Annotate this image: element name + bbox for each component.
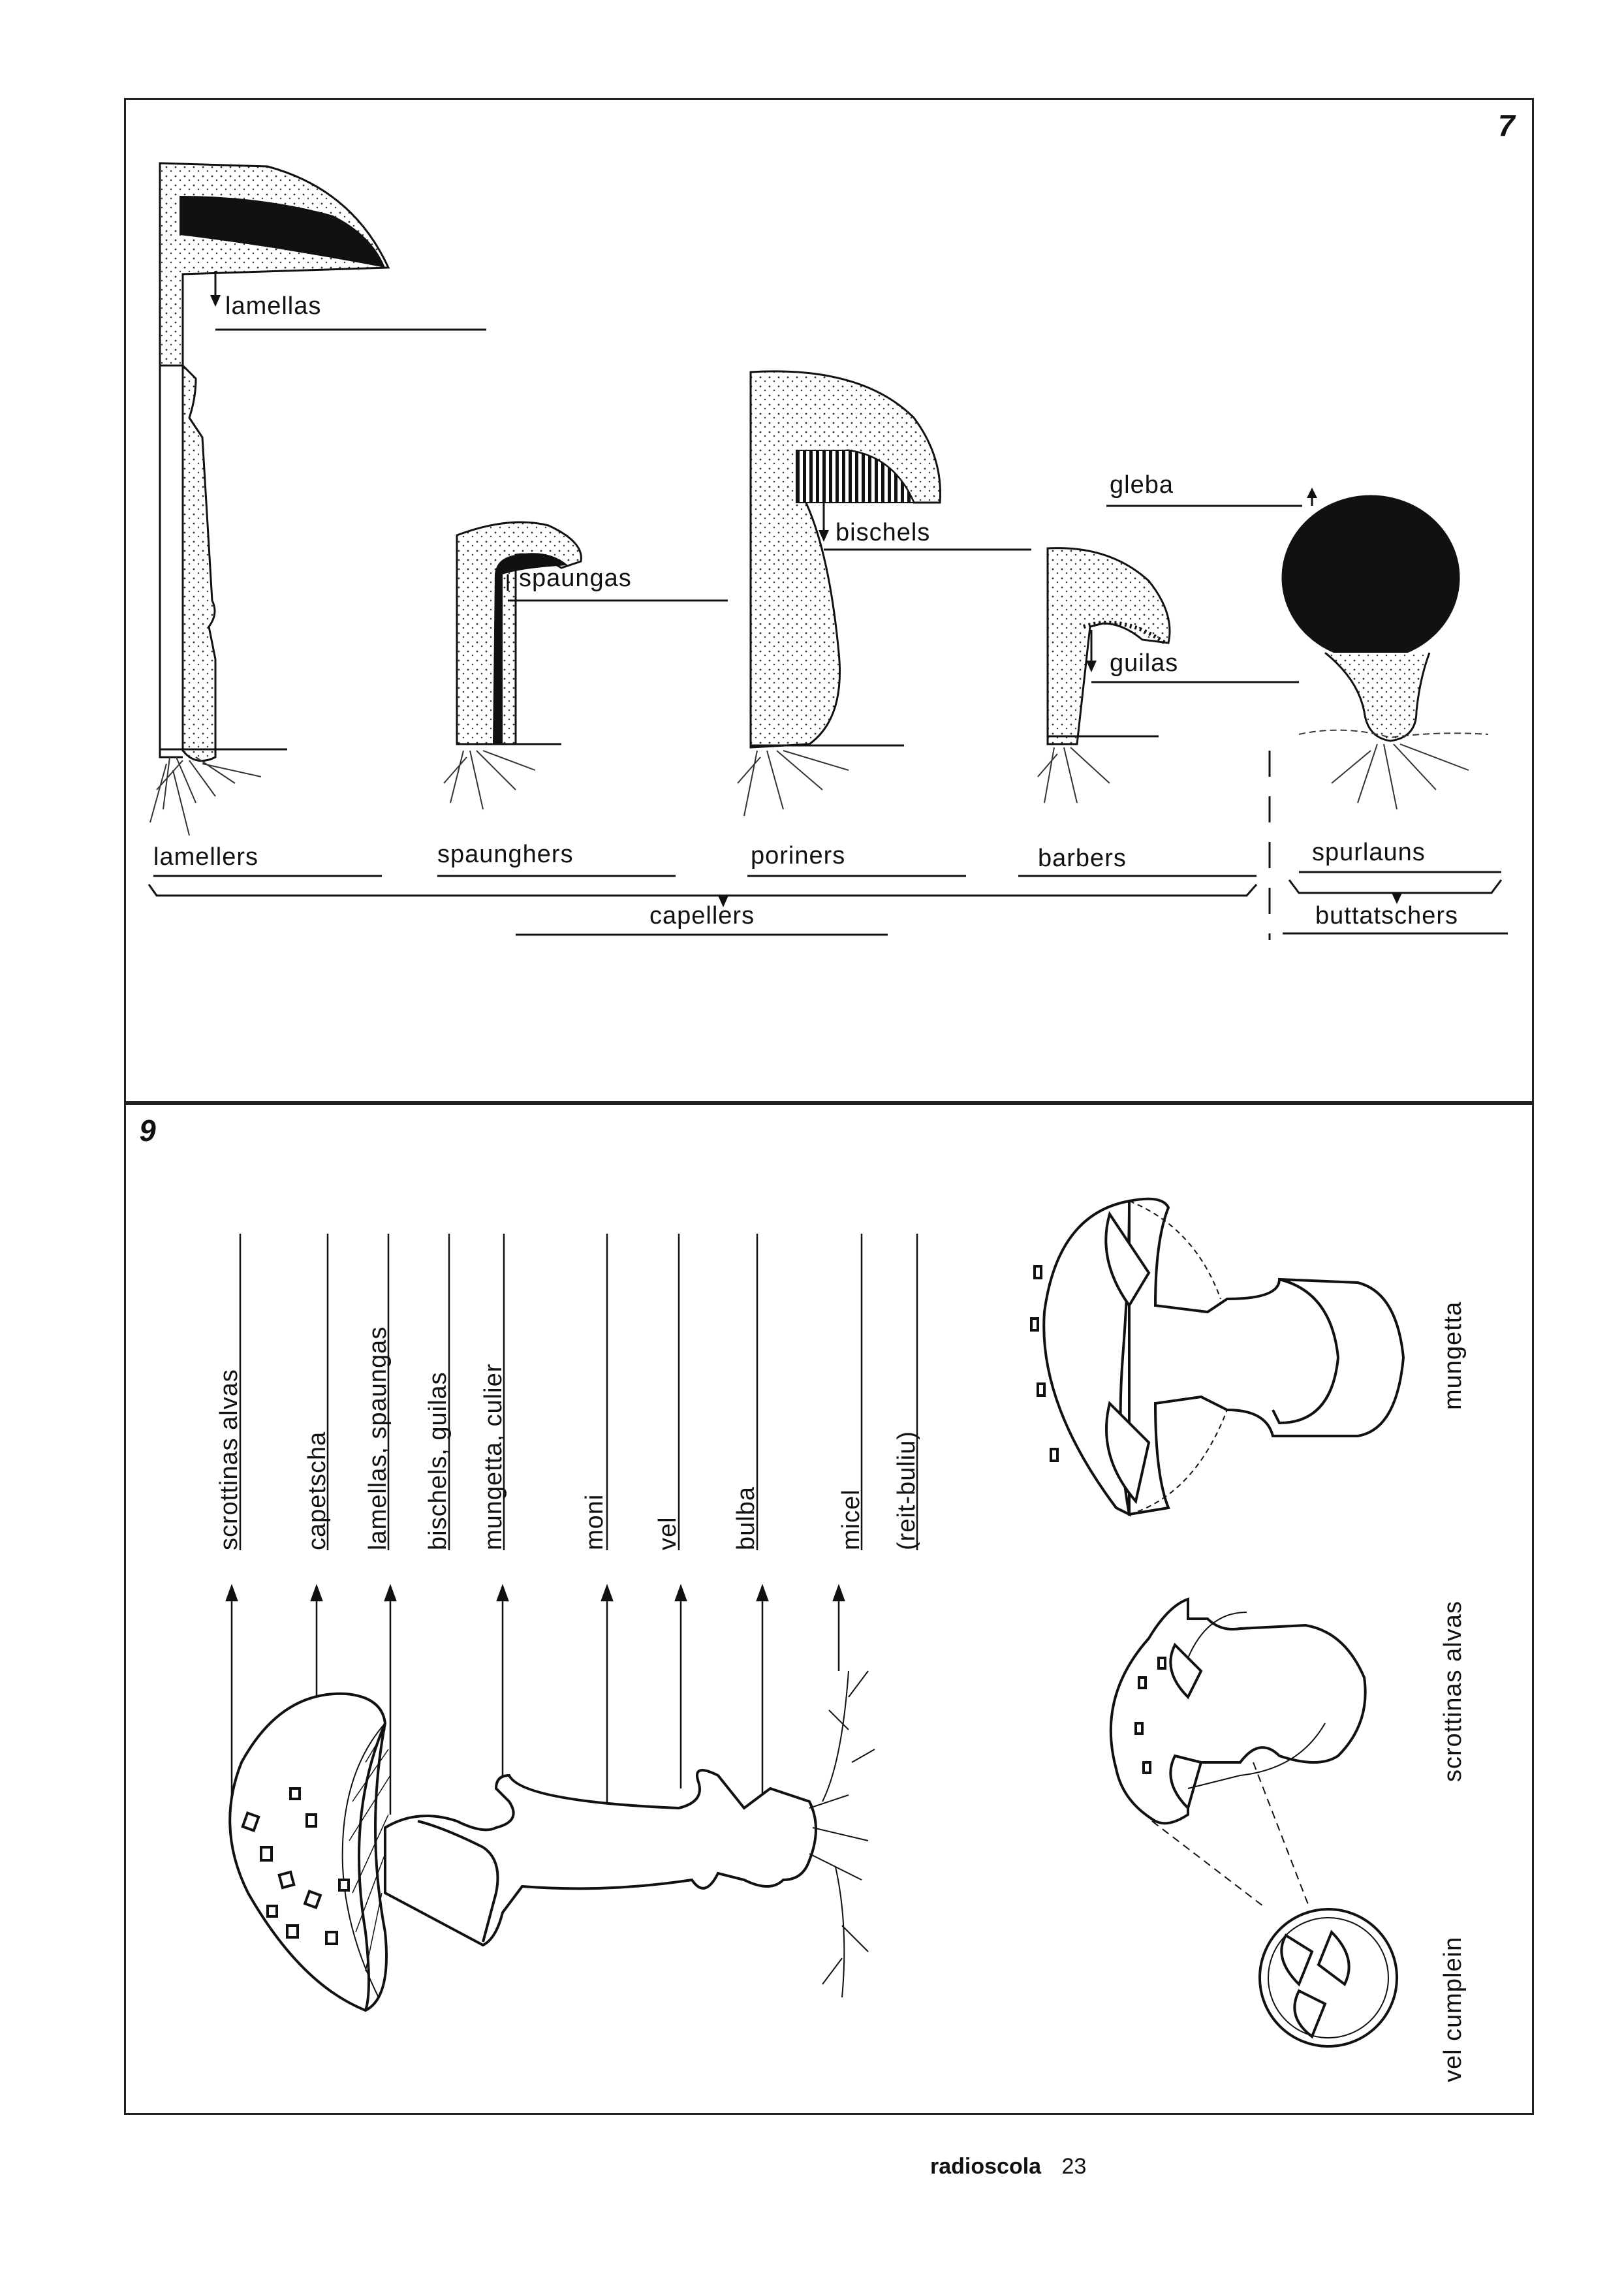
fly-agaric-illustration: [230, 1671, 875, 2010]
diagram-label-mungetta: mungetta: [1439, 1301, 1467, 1410]
part-label-1: capetscha: [304, 1431, 331, 1550]
part-label-5: moni: [581, 1493, 608, 1550]
vel-cumplein-illustration: [1260, 1909, 1397, 2046]
lameller-mushroom: [150, 163, 486, 835]
part-label-4: mungetta, culier: [480, 1363, 507, 1550]
spurlaun-mushroom: [1106, 488, 1488, 809]
part-lines: [240, 1234, 917, 1550]
part-label-9: (reit-buliu): [893, 1430, 920, 1550]
group-buttatschers: buttatschers: [1315, 902, 1458, 929]
label-bischels: bischels: [835, 519, 931, 546]
part-label-8: micel: [837, 1489, 865, 1550]
group-poriners: poriners: [751, 842, 846, 869]
panel-6-number: 6: [140, 1114, 157, 1148]
group-barbers: barbers: [1038, 845, 1127, 872]
mungetta-illustration: [1031, 1199, 1403, 1514]
poriner-mushroom: [738, 371, 1031, 816]
part-label-3: bischels, guilas: [424, 1371, 452, 1550]
footer-publisher: radioscola: [930, 2154, 1042, 2179]
footer: [930, 2154, 1086, 2179]
part-label-0: scrottinas alvas: [215, 1369, 243, 1550]
part-label-7: bulba: [732, 1486, 760, 1550]
part-label-6: vel: [654, 1516, 681, 1550]
scrottinas-alvas-illustration: [1111, 1599, 1366, 1906]
diagram-label-vel-cumplein: vel cumplein: [1439, 1936, 1467, 2082]
label-gleba: gleba: [1110, 471, 1174, 499]
label-lamellas: lamellas: [225, 292, 322, 320]
label-guilas: guilas: [1110, 649, 1179, 677]
group-spaunghers: spaunghers: [437, 841, 574, 868]
group-capellers: capellers: [649, 902, 755, 929]
group-lamellers: lamellers: [153, 843, 259, 871]
group-spurlauns: spurlauns: [1312, 839, 1426, 866]
part-label-2: lamellas, spaungas: [364, 1326, 392, 1550]
diagram-label-scrottinas-alvas: scrottinas alvas: [1439, 1600, 1467, 1782]
footer-page-number: 23: [1061, 2154, 1087, 2179]
label-spaungas: spaungas: [519, 565, 632, 592]
panel-7-number: 7: [1498, 108, 1515, 142]
